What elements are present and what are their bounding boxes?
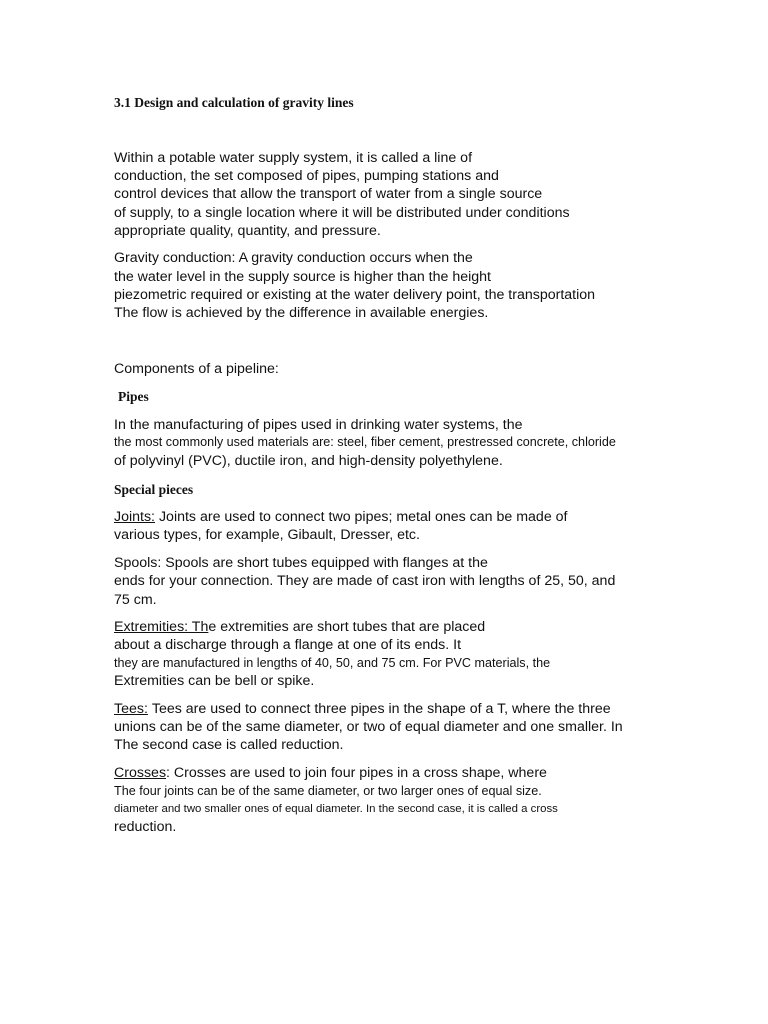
crosses-line: The four joints can be of the same diameter, or two larger ones of equal size.	[114, 784, 542, 798]
section-heading: 3.1 Design and calculation of gravity lines	[114, 95, 354, 110]
tees-line	[114, 700, 611, 718]
extremities-text: e extremities are short tubes that are placed	[208, 619, 486, 635]
intro-line: Within a potable water supply system, it is called a line of	[114, 150, 473, 166]
extremities-term: Extremities: Th	[114, 619, 209, 635]
pipes-line: In the manufacturing of pipes used in drinking water systems, the	[114, 417, 523, 433]
intro-line: appropriate quality, quantity, and pressure.	[114, 223, 381, 239]
components-title: Components of a pipeline:	[114, 361, 279, 377]
spools-line: Spools: Spools are short tubes equipped with flanges at the	[114, 555, 488, 571]
extremities-line: they are manufactured in lengths of 40, 50, and 75 cm. For PVC materials, the	[114, 656, 551, 670]
gravity-line: the water level in the supply source is higher than the height	[114, 269, 491, 285]
crosses-term: Crosses	[114, 765, 167, 781]
tees-line: unions can be of the same diameter, or two of equal diameter and one smaller. In	[114, 719, 623, 735]
extremities-line: Extremities can be bell or spike.	[114, 673, 315, 689]
tees-text: Tees are used to connect three pipes in the shape of a T, where the three	[151, 701, 611, 717]
extremities-line: about a discharge through a flange at one of its ends. It	[114, 637, 462, 653]
tees-line: The second case is called reduction.	[114, 737, 344, 753]
pipes-line: the most commonly used materials are: steel, fiber cement, prestressed concrete, chloride	[114, 435, 616, 449]
crosses-line: reduction.	[114, 819, 177, 835]
gravity-line: The flow is achieved by the difference in available energies.	[114, 305, 489, 321]
joints-line: various types, for example, Gibault, Dresser, etc.	[114, 527, 420, 543]
extremities-line	[114, 618, 485, 636]
intro-line: of supply, to a single location where it will be distributed under conditions	[114, 205, 570, 221]
gravity-line: piezometric required or existing at the water delivery point, the transportation	[114, 287, 596, 303]
tees-term: Tees:	[114, 701, 148, 717]
crosses-line: diameter and two smaller ones of equal diameter. In the second case, it is called a cross	[114, 803, 558, 815]
joints-term: Joints:	[114, 509, 156, 525]
pipes-title: Pipes	[118, 389, 149, 404]
intro-line: conduction, the set composed of pipes, pumping stations and	[114, 168, 499, 184]
spools-line: ends for your connection. They are made of cast iron with lengths of 25, 50, and	[114, 573, 616, 589]
gravity-line: Gravity conduction: A gravity conduction occurs when the	[114, 250, 473, 266]
crosses-line	[114, 764, 547, 782]
joints-line	[114, 508, 568, 526]
special-pieces-title: Special pieces	[114, 482, 194, 497]
spools-line: 75 cm.	[114, 592, 157, 608]
pipes-line: of polyvinyl (PVC), ductile iron, and high-density polyethylene.	[114, 453, 503, 469]
joints-text: Joints are used to connect two pipes; metal ones can be made of	[155, 509, 568, 525]
crosses-text: : Crosses are used to join four pipes in a cross shape, where	[166, 765, 547, 781]
intro-line: control devices that allow the transport of water from a single source	[114, 186, 543, 202]
